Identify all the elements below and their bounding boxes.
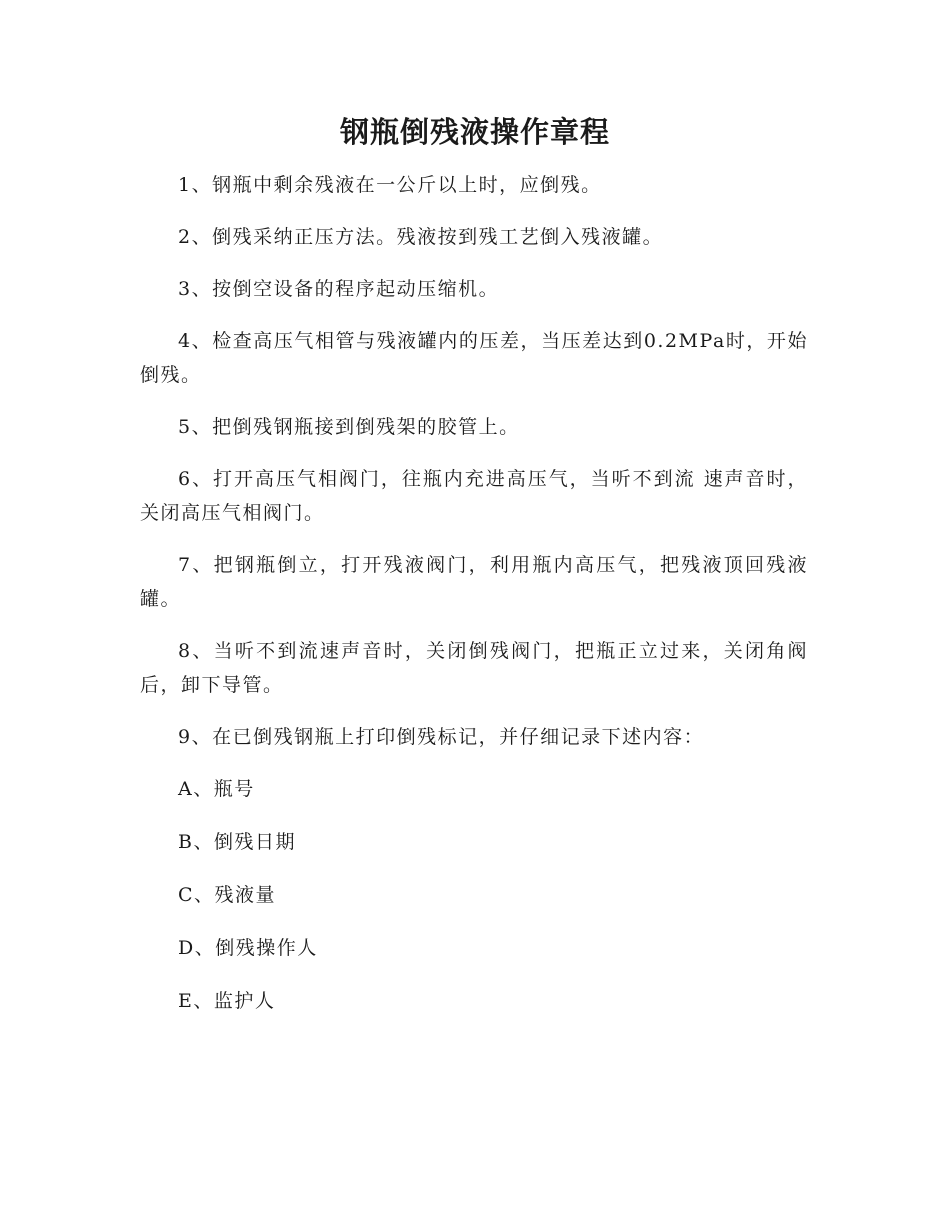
- document-title: 钢瓶倒残液操作章程: [339, 115, 610, 149]
- paragraph-2: 2、倒残采纳正压方法。残液按到残工艺倒入残液罐。: [178, 226, 664, 248]
- record-item-b: B、倒残日期: [178, 831, 296, 853]
- record-item-c: C、残液量: [178, 884, 277, 906]
- paragraph-7: 7、把钢瓶倒立，打开残液阀门，利用瓶内高压气，把残液顶回残液罐。: [140, 554, 808, 610]
- record-item-e: E、监护人: [178, 990, 276, 1012]
- paragraph-3: 3、按倒空设备的程序起动压缩机。: [178, 278, 500, 300]
- record-item-d: D、倒残操作人: [178, 937, 318, 959]
- paragraph-6: 6、打开高压气相阀门，往瓶内充进高压气，当听不到流 速声音时，关闭高压气相阀门。: [140, 468, 808, 524]
- paragraph-9: 9、在已倒残钢瓶上打印倒残标记，并仔细记录下述内容：: [178, 726, 705, 748]
- paragraph-8: 8、当听不到流速声音时，关闭倒残阀门，把瓶正立过来，关闭角阀后，卸下导管。: [140, 640, 808, 696]
- paragraph-1: 1、钢瓶中剩余残液在一公斤以上时，应倒残。: [178, 174, 602, 196]
- record-item-a: A、瓶号: [178, 778, 255, 800]
- document-body: [140, 168, 808, 1037]
- paragraph-4: 4、检查高压气相管与残液罐内的压差，当压差达到0.2MPa时，开始倒残。: [140, 330, 808, 386]
- paragraph-5: 5、把倒残钢瓶接到倒残架的胶管上。: [178, 416, 520, 438]
